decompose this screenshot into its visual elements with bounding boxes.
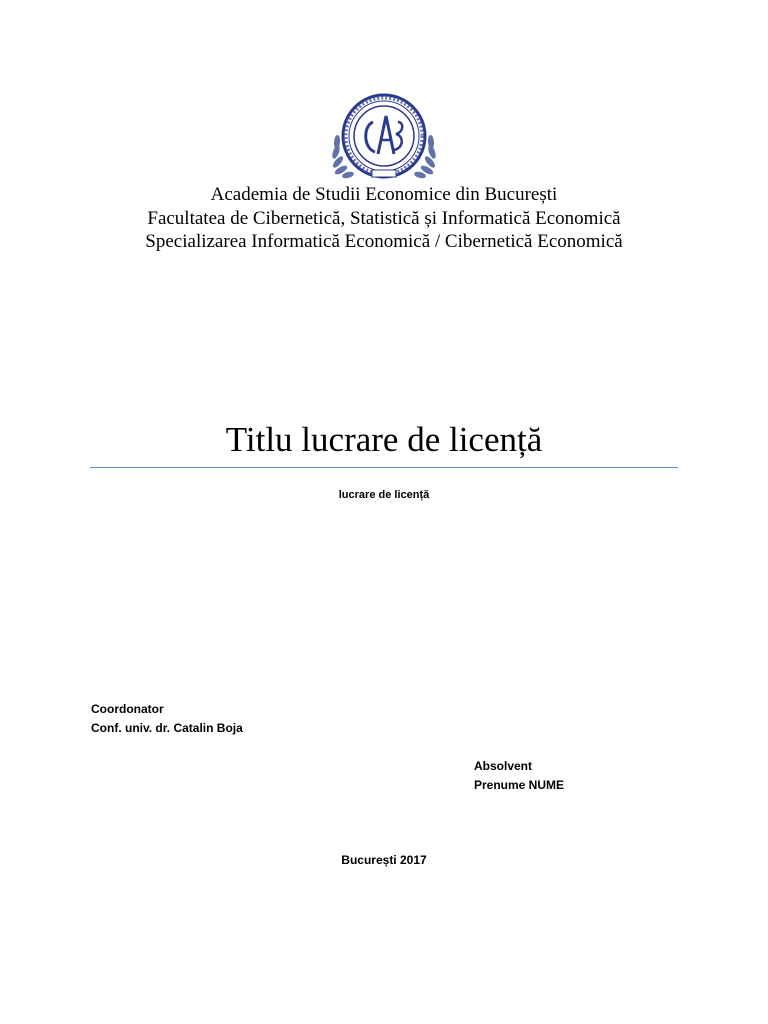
graduate-block bbox=[474, 757, 564, 795]
title-divider bbox=[90, 467, 678, 468]
coordinator-block bbox=[91, 700, 243, 738]
institution-header bbox=[0, 183, 768, 254]
graduate-label: Absolvent bbox=[474, 759, 533, 773]
place-and-year: București 2017 bbox=[341, 853, 427, 867]
thesis-title: Titlu lucrare de licență bbox=[225, 420, 543, 459]
graduate-name: Prenume NUME bbox=[474, 778, 565, 792]
faculty-name: Facultatea de Cibernetică, Statistică și Informatică Economică bbox=[147, 207, 621, 229]
coordinator-name: Conf. univ. dr. Catalin Boja bbox=[91, 721, 243, 735]
thesis-subtitle: lucrare de licență bbox=[338, 489, 430, 501]
university-seal-icon bbox=[328, 92, 440, 182]
university-name: Academia de Studii Economice din București bbox=[210, 184, 558, 205]
specialization-name: Specializarea Informatică Economică / Cibernetică Economică bbox=[145, 231, 623, 252]
coordinator-label: Coordonator bbox=[91, 702, 164, 716]
